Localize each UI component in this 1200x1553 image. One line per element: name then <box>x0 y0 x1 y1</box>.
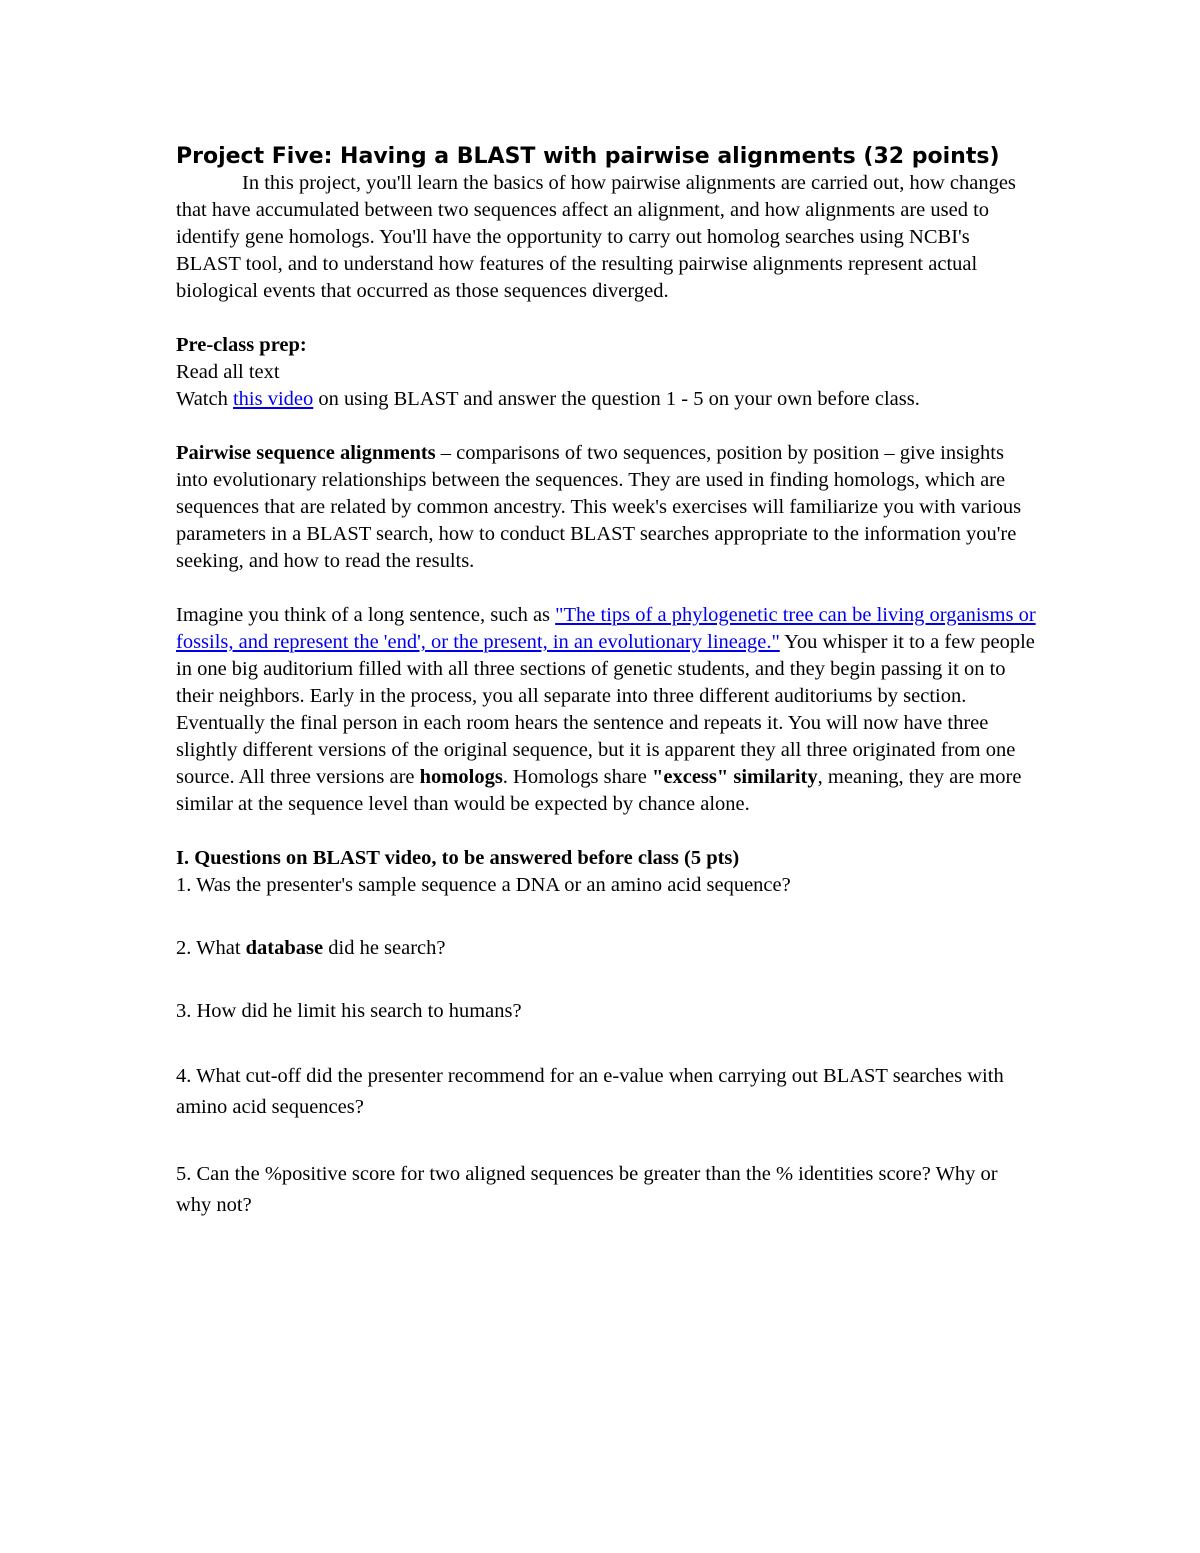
question-1: 1. Was the presenter's sample sequence a DNA or an amino acid sequence? <box>176 874 791 896</box>
pairwise-term: Pairwise sequence alignments <box>176 442 436 464</box>
sentence-link[interactable]: "The tips of a phylogenetic tree can be living organisms or fossils, and represent the 'end', or the present, in an evolutionary lineage." <box>176 604 1036 653</box>
prep-heading: Pre-class prep: <box>176 334 307 356</box>
question-2: 2. What database did he search? <box>176 937 446 959</box>
excess-similarity-term: "excess" similarity <box>651 766 818 788</box>
question-4: 4. What cut-off did the presenter recommend for an e-value when carrying out BLAST searches with amino acid sequences? <box>176 1065 1004 1118</box>
question-5: 5. Can the %positive score for two aligned sequences be greater than the % identities score? Why or why not? <box>176 1163 998 1216</box>
document-page <box>176 140 1036 1221</box>
imagine-paragraph: Imagine you think of a long sentence, such as "The tips of a phylogenetic tree can be living organisms or fossils, and represent the 'end', or the present, in an evolutionary lineage." You whisper it to a few people in one big auditorium filled with all three sections of genetic students, and they begin passing it on to their neighbors. Early in the process, you all separate into three different auditoriums by section. Eventually the final person in each room hears the sentence and repeats it. You will now have three slightly different versions of the original sequence, but it is apparent they all three originated from one source. All three versions are homologs. Homologs share "excess" similarity, meaning, they are more similar at the sequence level than would be expected by chance alone. <box>176 604 1036 815</box>
prep-line-watch: Watch this video on using BLAST and answer the question 1 - 5 on your own before class. <box>176 388 920 410</box>
question-3: 3. How did he limit his search to humans? <box>176 1000 522 1022</box>
homologs-term: homologs <box>419 766 503 788</box>
video-link[interactable]: this video <box>232 388 314 410</box>
prep-line-read: Read all text <box>176 361 280 383</box>
section-heading: I. Questions on BLAST video, to be answered before class (5 pts) <box>176 847 740 869</box>
pairwise-paragraph: Pairwise sequence alignments – comparisons of two sequences, position by position – give insights into evolutionary relationships between the sequences. They are used in finding homologs, which are sequences that are related by common ancestry. This week's exercises will familiarize you with various parameters in a BLAST search, how to conduct BLAST searches appropriate to the information you're seeking, and how to read the results. <box>176 442 1022 572</box>
intro-paragraph: In this project, you'll learn the basics of how pairwise alignments are carried out, how changes that have accumulated between two sequences affect an alignment, and how alignments are used to identify gene homologs. You'll have the opportunity to carry out homolog searches using NCBI's BLAST tool, and to understand how features of the resulting pairwise alignments represent actual biological events that occurred as those sequences diverged. <box>176 172 1016 302</box>
page-title: Project Five: Having a BLAST with pairwise alignments (32 points) <box>176 144 1000 169</box>
